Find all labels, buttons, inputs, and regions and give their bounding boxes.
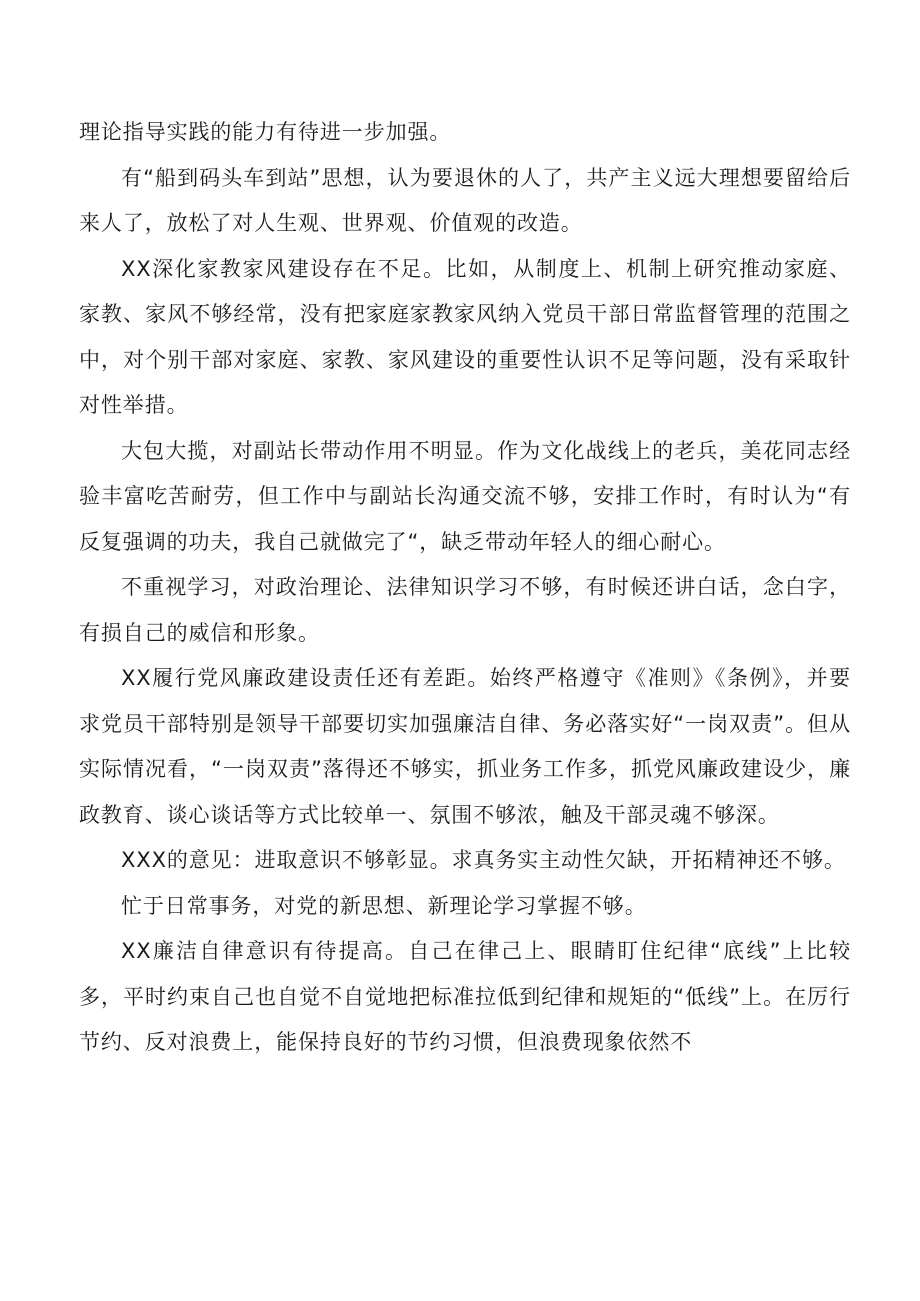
paragraph: XX深化家教家风建设存在不足。比如，从制度上、机制上研究推动家庭、家教、家风不够经常，没有把家庭家教家风纳入党员干部日常监督管理的范围之中，对个别干部对家庭、家教、家风建设的重要性认识不足等问题，没有采取针对性举措。 [79,256,851,417]
paragraph: 有“船到码头车到站”思想，认为要退休的人了，共产主义远大理想要留给后来人了，放松了对人生观、世界观、价值观的改造。 [79,165,851,235]
paragraph: XXX的意见：进取意识不够彰显。求真务实主动性欠缺，开拓精神还不够。 [121,848,846,872]
document-body [79,110,851,1066]
paragraph: XX履行党风廉政建设责任还有差距。始终严格遵守《准则》《条例》，并要求党员干部特别是领导干部要切实加强廉洁自律、务必落实好“一岗双责”。但从实际情况看，“一岗双责”落得还不够实，抓业务工作多，抓党风廉政建设少，廉政教育、谈心谈话等方式比较单一、氛围不够浓，触及干部灵魂不够深。 [79,666,851,827]
paragraph: 大包大揽，对副站长带动作用不明显。作为文化战线上的老兵，美花同志经验丰富吃苦耐劳，但工作中与副站长沟通交流不够，安排工作时，有时认为“有反复强调的功夫，我自己就做完了“，缺乏带动年轻人的细心耐心。 [79,438,851,554]
paragraph: 不重视学习，对政治理论、法律知识学习不够，有时候还讲白话，念白字，有损自己的威信和形象。 [79,575,851,645]
paragraph: XX廉洁自律意识有待提高。自己在律己上、眼睛盯住纪律“底线”上比较多，平时约束自己也自觉不自觉地把标准拉低到纪律和规矩的“低线”上。在厉行节约、反对浪费上，能保持良好的节约习惯，但浪费现象依然不 [79,939,851,1054]
paragraph: 忙于日常事务，对党的新思想、新理论学习掌握不够。 [121,893,647,918]
paragraph-continued: 理论指导实践的能力有待进一步加强。 [79,120,452,144]
